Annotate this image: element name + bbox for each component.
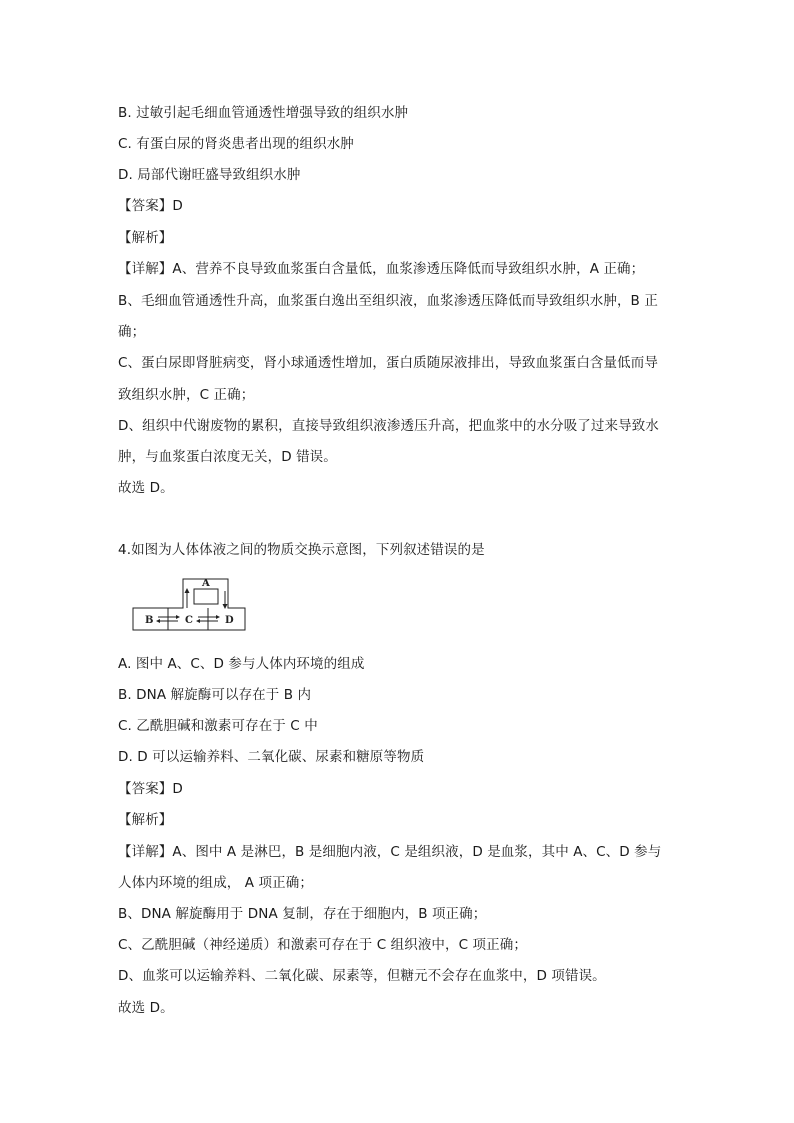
arrowhead-left-icon (156, 619, 160, 623)
q3-option-b: B. 过敏引起毛细血管通透性增强导致的组织水肿 (118, 105, 409, 121)
q3-answer: 【答案】D (118, 198, 183, 214)
q4-stem: 4.如图为人体体液之间的物质交换示意图，下列叙述错误的是 (118, 542, 485, 558)
arrowhead-right-icon (176, 615, 180, 619)
diagram-label-a: A (202, 578, 210, 589)
diagram-box-a-inner (194, 589, 218, 604)
q3-analysis-heading: 【解析】 (118, 230, 173, 246)
arrowhead-right-icon (216, 615, 220, 619)
q3-detail-4b: 肿，与血浆蛋白浓度无关，D 错误。 (118, 449, 337, 465)
q3-detail-1: 【详解】A、营养不良导致血浆蛋白含量低，血浆渗透压降低而导致组织水肿，A 正确； (118, 261, 645, 277)
q4-detail-1a: 【详解】A、图中 A 是淋巴，B 是细胞内液，C 是组织液，D 是血浆，其中 A、C、D 参与 (118, 844, 662, 860)
q4-option-c: C. 乙酰胆碱和激素可存在于 C 中 (118, 718, 318, 734)
q3-conclusion: 故选 D。 (118, 480, 174, 496)
q4-detail-2: B、DNA 解旋酶用于 DNA 复制，存在于细胞内，B 项正确； (118, 906, 487, 922)
arrowhead-down-icon (223, 604, 228, 609)
q4-analysis-heading: 【解析】 (118, 812, 173, 828)
q4-detail-1b: 人体内环境的组成， A 项正确； (118, 875, 313, 891)
arrowhead-left-icon (196, 619, 200, 623)
q4-answer: 【答案】D (118, 781, 183, 797)
diagram-label-d: D (225, 615, 234, 626)
q3-detail-2b: 确； (118, 324, 146, 340)
q4-option-a: A. 图中 A、C、D 参与人体内环境的组成 (118, 656, 365, 672)
q3-option-c: C. 有蛋白尿的肾炎患者出现的组织水肿 (118, 136, 354, 152)
q4-detail-4: D、血浆可以运输养料、二氧化碳、尿素等，但糖元不会存在血浆中，D 项错误。 (118, 968, 606, 984)
arrowhead-up-icon (185, 588, 190, 593)
diagram-label-b: B (145, 615, 154, 626)
q4-option-b: B. DNA 解旋酶可以存在于 B 内 (118, 687, 312, 703)
q3-option-d: D. 局部代谢旺盛导致组织水肿 (118, 167, 301, 183)
q4-option-d: D. D 可以运输养料、二氧化碳、尿素和糖原等物质 (118, 749, 425, 765)
q3-detail-3b: 致组织水肿，C 正确； (118, 387, 255, 403)
q3-detail-3a: C、蛋白尿即肾脏病变，肾小球通透性增加，蛋白质随尿液排出，导致血浆蛋白含量低而导 (118, 355, 658, 371)
q3-detail-2a: B、毛细血管通透性升高，血浆蛋白逸出至组织液，血浆渗透压降低而导致组织水肿，B 正 (118, 293, 658, 309)
q3-detail-4a: D、组织中代谢废物的累积，直接导致组织液渗透压升高，把血浆中的水分吸了过来导致水 (118, 418, 659, 434)
diagram-label-c: C (185, 615, 193, 626)
body-fluid-exchange-diagram (130, 574, 248, 634)
q4-detail-3: C、乙酰胆碱（神经递质）和激素可存在于 C 组织液中，C 项正确； (118, 937, 527, 953)
q4-conclusion: 故选 D。 (118, 1000, 174, 1016)
